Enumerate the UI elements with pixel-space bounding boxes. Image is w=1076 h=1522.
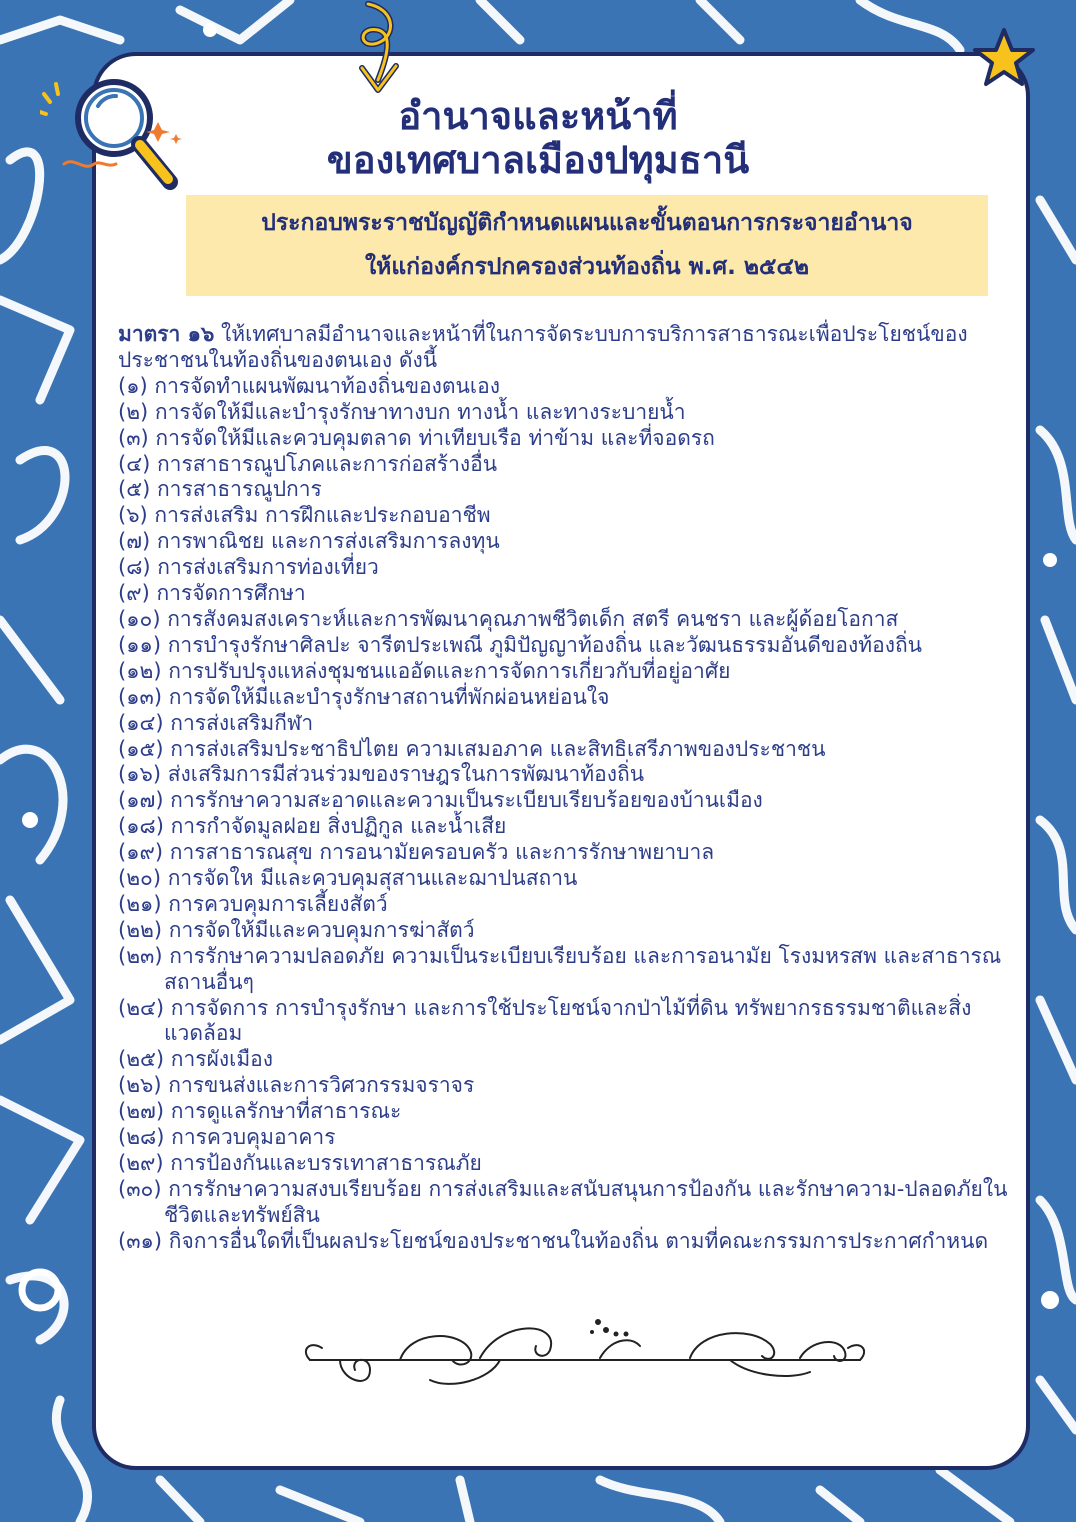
- page-title-line1: อำนาจและหน้าที่: [398, 94, 678, 138]
- duty-item: (๒๓) การรักษาความปลอดภัย ความเป็นระเบียบเรียบร้อย และการอนามัย โรงมหรสพ และสาธารณสถานอื่นๆ: [118, 943, 1002, 994]
- banner-line2: ให้แก่องค์กรปกครองส่วนท้องถิ่น พ.ศ. ๒๕๔๒: [364, 254, 810, 280]
- duty-item: (๓๐) การรักษาความสงบเรียบร้อย การส่งเสริมและสนับสนุนการป้องกัน และรักษาความ-ปลอดภัยในชีวิตและทรัพย์สิน: [118, 1176, 1008, 1227]
- duty-item: (๒๒) การจัดให้มีและควบคุมการฆ่าสัตว์: [118, 917, 475, 942]
- duty-item: (๒๑) การควบคุมการเลี้ยงสัตว์: [118, 891, 388, 916]
- ornament-divider: [300, 1300, 870, 1400]
- duty-item: (๑๔) การส่งเสริมกีฬา: [118, 710, 314, 735]
- duty-item: (๙) การจัดการศึกษา: [118, 581, 306, 606]
- star-icon: [972, 26, 1036, 90]
- section-lead: [118, 322, 1018, 374]
- duty-item: (๑๒) การปรับปรุงแหล่งชุมชนแออัดและการจัดการเกี่ยวกับที่อยู่อาศัย: [118, 658, 731, 683]
- banner-line1: ประกอบพระราชบัญญัติกำหนดแผนและขั้นตอนการกระจายอำนาจ: [261, 210, 913, 236]
- duty-item: (๕) การสาธารณูปการ: [118, 477, 322, 502]
- duty-item: (๒๔) การจัดการ การบำรุงรักษา และการใช้ประโยชน์จากป่าไม้ที่ดิน ทรัพยากรธรรมชาติและสิ่งแวดล้อม: [118, 995, 972, 1046]
- duty-item: (๒๘) การควบคุมอาคาร: [118, 1125, 336, 1150]
- duty-item: (๘) การส่งเสริมการท่องเที่ยว: [118, 555, 379, 580]
- duty-item: (๑๙) การสาธารณสุข การอนามัยครอบครัว และการรักษาพยาบาล: [118, 840, 715, 865]
- duty-item: (๑๗) การรักษาความสะอาดและความเป็นระเบียบเรียบร้อยของบ้านเมือง: [118, 788, 763, 813]
- duty-item: (๑๐) การสังคมสงเคราะห์และการพัฒนาคุณภาพชีวิตเด็ก สตรี คนชรา และผู้ด้อยโอกาส: [118, 606, 899, 631]
- duty-item: (๑๑) การบำรุงรักษาศิลปะ จารีตประเพณี ภูมิปัญญาท้องถิ่น และวัฒนธรรมอันดีของท้องถิ่น: [118, 632, 923, 657]
- duty-item: (๑๕) การส่งเสริมประชาธิปไตย ความเสมอภาค และสิทธิเสรีภาพของประชาชน: [118, 736, 826, 761]
- duties-list: [118, 374, 1018, 1255]
- duty-item: (๒๖) การขนส่งและการวิศวกรรมจราจร: [118, 1073, 475, 1098]
- duty-item: (๒) การจัดให้มีและบำรุงรักษาทางบก ทางน้ำ และทางระบายน้ำ: [118, 399, 686, 424]
- section-body: [118, 322, 1018, 1255]
- duty-item: (๑๓) การจัดให้มีและบำรุงรักษาสถานที่พักผ่อนหย่อนใจ: [118, 684, 610, 709]
- duty-item: (๗) การพาณิชย และการส่งเสริมการลงทุน: [118, 529, 500, 554]
- section-lead-text: ให้เทศบาลมีอำนาจและหน้าที่ในการจัดระบบการบริการสาธารณะเพื่อประโยชน์ของประชาชนในท้องถิ่นของตนเอง ดังนี้: [118, 322, 968, 372]
- duty-item: (๑) การจัดทำแผนพัฒนาท้องถิ่นของตนเอง: [118, 373, 500, 398]
- duty-item: (๓๑) กิจการอื่นใดที่เป็นผลประโยชน์ของประชาชนในท้องถิ่น ตามที่คณะกรรมการประกาศกำหนด: [118, 1228, 989, 1253]
- duty-item: (๑๖) ส่งเสริมการมีส่วนร่วมของราษฎรในการพัฒนาท้องถิ่น: [118, 762, 645, 787]
- page-title-line2: ของเทศบาลเมืองปทุมธานี: [326, 138, 750, 182]
- arrow-doodle-icon: [338, 0, 418, 104]
- duty-item: (๓) การจัดให้มีและควบคุมตลาด ท่าเทียบเรือ ท่าข้าม และที่จอดรถ: [118, 425, 715, 450]
- duty-item: (๒๕) การผังเมือง: [118, 1047, 274, 1072]
- duty-item: (๑๘) การกำจัดมูลฝอย สิ่งปฏิกูล และน้ำเสีย: [118, 814, 507, 839]
- duty-item: (๒๐) การจัดให มีและควบคุมสุสานและฌาปนสถาน: [118, 866, 578, 891]
- subtitle-banner: [186, 195, 988, 296]
- section-number: มาตรา ๑๖: [118, 322, 215, 346]
- duty-item: (๖) การส่งเสริม การฝึกและประกอบอาชีพ: [118, 503, 491, 528]
- duty-item: (๒๙) การป้องกันและบรรเทาสาธารณภัย: [118, 1151, 482, 1175]
- duty-item: (๔) การสาธารณูปโภคและการก่อสร้างอื่น: [118, 451, 498, 476]
- duty-item: (๒๗) การดูแลรักษาที่สาธารณะ: [118, 1099, 402, 1124]
